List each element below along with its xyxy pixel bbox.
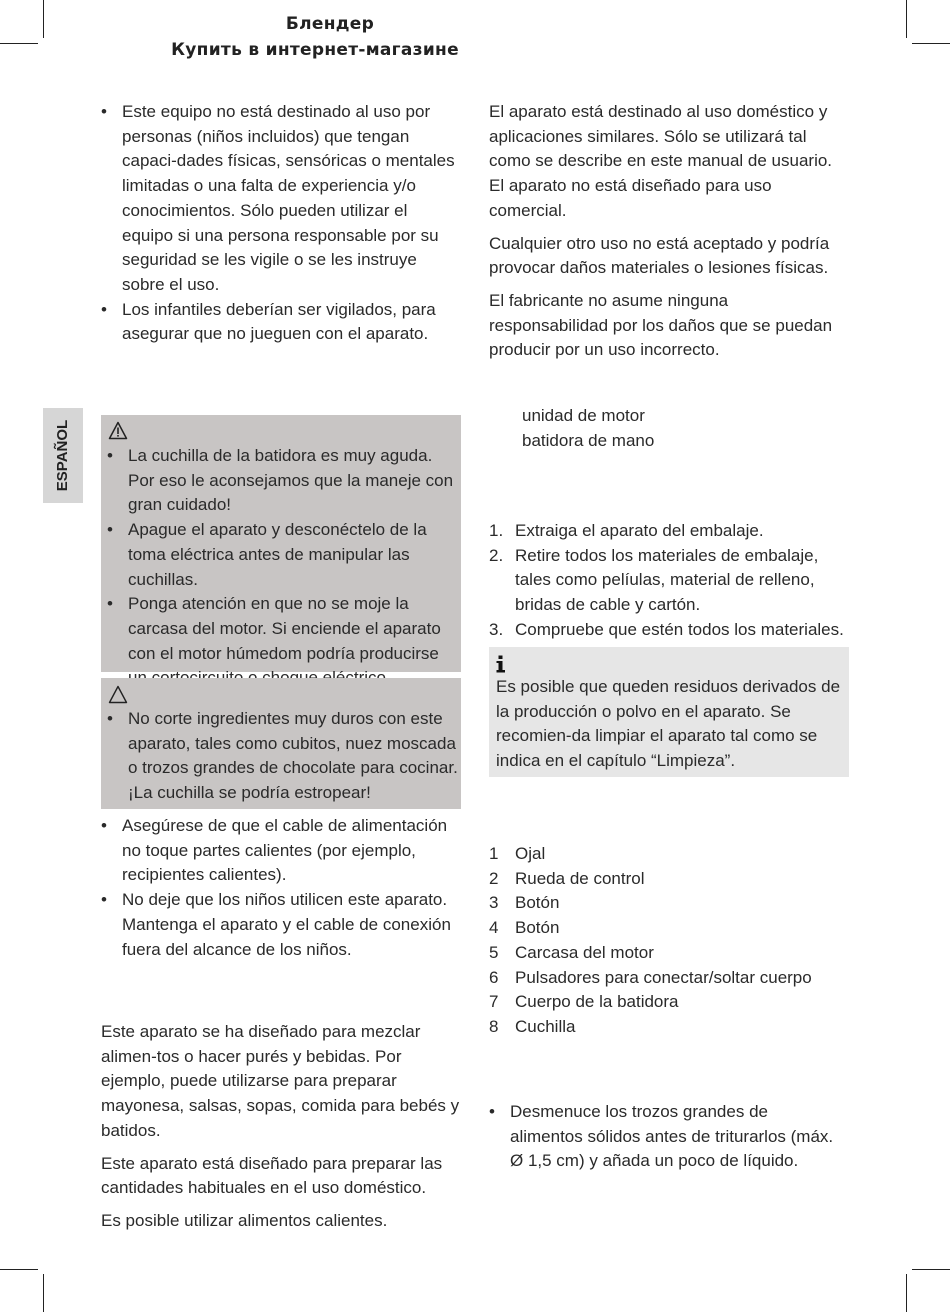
paragraph: Es posible utilizar alimentos calientes. [101,1210,388,1230]
step-text: Retire todos los materiales de embalaje, tales como pelíulas, material de relleno, bridas de cable y cartón. [515,545,819,615]
part-number: 3 [489,893,499,913]
part-label: Carcasa del motor [515,942,654,962]
part-label: Cuerpo de la batidora [515,992,679,1012]
crop-mark [912,1269,950,1270]
part-label: Pulsadores para conectar/soltar cuerpo [515,967,812,987]
list-item [489,842,851,867]
step-number: 3. [489,619,504,639]
part-number: 2 [489,868,499,888]
part-number: 6 [489,967,499,987]
part-label: Ojal [515,844,546,863]
list-item [489,916,851,941]
scope-item: batidora de mano [522,430,655,450]
info-box [489,647,849,777]
list-item: • Apague el aparato y desconéctelo de la toma eléctrica antes de manipular las cuchillas. [101,518,459,592]
warning-box [101,415,461,672]
header-link[interactable]: Купить в интернет-магазине [171,40,459,60]
header-title: Блендер [285,14,375,34]
usage-text [101,1020,463,1234]
part-number: 7 [489,992,499,1012]
list-item [489,941,851,966]
safety-bullets-top [101,100,463,347]
step-number: 1. [489,521,504,540]
paragraph: Este aparato se ha diseñado para mezclar alimen-tos o hacer purés y bebidas. Por ejemplo, puede utilizarse para preparar mayonesa, salsas, sopas, comida para bebés y batidos. [101,1022,460,1140]
language-tab-label: ESPAÑOL [54,419,72,492]
unpack-steps [489,519,851,643]
parts-list [489,842,851,1040]
part-number: 8 [489,1016,499,1036]
scope-list [522,404,842,453]
step-text: Extraiga el aparato del embalaje. [515,521,764,540]
paragraph: Este aparato está diseñado para preparar las cantidades habituales en el uso doméstico. [101,1153,443,1198]
crop-mark [906,1274,907,1312]
language-tab [43,408,83,503]
page-header [0,14,630,60]
part-number: 1 [489,844,499,863]
warning-triangle-icon [108,421,128,440]
caution-list [101,707,459,806]
part-label: Cuchilla [515,1016,576,1036]
paragraph: El aparato está destinado al uso doméstico y aplicaciones similares. Sólo se utilizará tal como se describe en este manual de usuario. El aparato no está diseñado para uso comercial. [489,102,833,220]
part-label: Botón [515,918,560,938]
paragraph: Cualquier otro uso no está aceptado y podría provocar daños materiales o lesiones físicas. [489,233,830,278]
caution-box [101,678,461,809]
preparation-bullets [489,1100,841,1174]
crop-mark [0,1269,38,1270]
list-item: • Ponga atención en que no se moje la carcasa del motor. Si enciende el aparato con el motor húmedom podría producirse [101,592,459,691]
list-item [489,891,851,916]
paragraph: El fabricante no asume ninguna responsabilidad por los daños que se puedan producir por un uso incorrecto. [489,290,833,360]
list-item: • La cuchilla de la batidora es muy aguda. Por eso le aconsejamos que la maneje con gran cuidado! [101,444,459,518]
part-number: 4 [489,918,499,938]
step-text: Compruebe que estén todos los materiales. [515,619,844,639]
part-label: Rueda de control [515,868,645,888]
info-text: Es posible que queden residuos derivados de la producción o polvo en el aparato. Se recomien-da limpiar el aparato tal como se indica en el capítulo “Limpieza”. [496,677,841,771]
list-item [489,544,851,618]
crop-mark [906,0,907,38]
list-item [489,990,851,1015]
caution-triangle-icon [108,685,128,704]
part-label: Botón [515,893,560,913]
list-item: • Asegúrese de que el cable de alimentación no toque partes calientes (por ejemplo, recipientes calientes). [101,814,463,888]
list-item: • Desmenuce los trozos grandes de alimentos sólidos antes de triturarlos (máx. Ø 1,5 cm) y añada un poco de líquido. [489,1100,841,1174]
intended-use-text [489,100,851,363]
list-item: • Los infantiles deberían ser vigilados, para asegurar que no jueguen con el aparato. [101,298,463,347]
crop-mark [912,43,950,44]
warning-list [101,444,459,691]
list-item: • No deje que los niños utilicen este aparato. Mantenga el aparato y el cable de conexión fuera del alcance de los niños. [101,888,463,962]
list-item [489,966,851,991]
list-item: • Este equipo no está destinado al uso por personas (niños incluidos) que tengan capaci-dades físicas, sensóricas o mentales limitadas o una falta de experiencia y/o conocimientos. Sólo pueden utilizar el equipo si una persona responsable por su seguridad se les vigile o se les instruye sobre el uso. [101,100,463,298]
safety-bullets-mid [101,814,463,962]
step-number: 2. [489,545,504,565]
list-item [489,618,851,643]
part-number: 5 [489,942,499,962]
list-item [489,867,851,892]
info-icon [495,655,507,673]
crop-mark [43,1274,44,1312]
list-item: • No corte ingredientes muy duros con este aparato, tales como cubitos, nuez moscada o trozos grandes de chocolate para cocinar. ¡La cuchilla se podría estropear! [101,707,459,806]
list-item [489,519,851,544]
list-item [489,1015,851,1040]
scope-item: unidad de motor [522,406,645,425]
